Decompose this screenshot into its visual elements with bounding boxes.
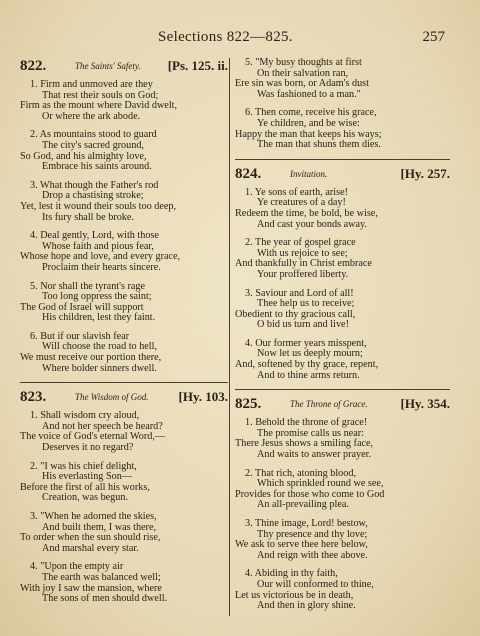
verse-line: Too long oppress the saint; xyxy=(42,291,152,303)
hymn-separator xyxy=(235,389,450,390)
verse-line: 1. Firm and unmoved are they xyxy=(30,79,153,90)
verse-line: And waits to answer prayer. xyxy=(257,449,372,461)
verse-line: With joy I saw the mansion, where xyxy=(20,582,162,594)
hymn-reference: [Hy. 103. xyxy=(178,389,228,405)
verse-line: Redeem the time, be bold, be wise, xyxy=(235,207,378,219)
verse-line: The voice of God's eternal Word,— xyxy=(20,431,166,443)
verse-line: 3. "When he adorned the skies, xyxy=(30,511,157,522)
hymn-title: Invitation. xyxy=(290,168,328,179)
verse-line: Whose faith and pious fear, xyxy=(42,240,154,252)
verse-line: 5. Nor shall the tyrant's rage xyxy=(30,280,145,292)
hymn-number: 825. xyxy=(235,396,262,413)
verse-line: Provides for those who come to God xyxy=(235,488,385,500)
verse-line: The promise calls us near: xyxy=(257,427,364,439)
hymn-heading xyxy=(235,396,450,414)
verse-line: Let us victorious be in death, xyxy=(235,589,354,601)
verse-line: 2. The year of gospel grace xyxy=(245,237,356,249)
right-column xyxy=(235,58,450,620)
verse-line: 3. Saviour and Lord of all! xyxy=(245,287,354,299)
verse-line: His everlasting Son— xyxy=(42,471,132,483)
verse-line: An all-prevailing plea. xyxy=(257,499,349,511)
hymn xyxy=(235,396,450,612)
verse-line: Will choose the road to hell, xyxy=(42,341,158,353)
verse-line: Where bolder sinners dwell. xyxy=(42,362,157,374)
verse-line: Yet, lest it wound their souls too deep, xyxy=(20,200,177,212)
stanza xyxy=(235,569,450,611)
verse-line: His children, lest they faint. xyxy=(42,312,156,324)
hymn xyxy=(235,166,450,382)
hymn-separator xyxy=(235,159,450,160)
stanza xyxy=(20,332,228,374)
verse-line: Ye children, and be wise: xyxy=(257,117,360,129)
verse-line: We ask to serve thee here below, xyxy=(235,539,368,551)
verse-line: And marshal every star. xyxy=(42,542,139,554)
verse-line: Our will conformed to thine, xyxy=(257,578,374,590)
column-divider xyxy=(229,58,230,616)
page-header xyxy=(0,29,480,49)
verse-line: 1. Behold the throne of grace! xyxy=(245,417,368,429)
verse-line: Or where the ark abode. xyxy=(42,110,141,122)
hymn-title: The Wisdom of God. xyxy=(75,392,149,403)
verse-line: And then in glory shine. xyxy=(257,600,356,612)
running-title: Selections 822—825. xyxy=(158,29,293,45)
stanza xyxy=(20,512,228,554)
verse-line: Proclaim their hearts sincere. xyxy=(42,261,161,273)
hymn-number: 823. xyxy=(20,389,47,406)
verse-line: The man that shuns them dies. xyxy=(257,139,381,151)
hymn-reference: [Hy. 257. xyxy=(400,165,450,181)
verse-line: Which sprinkled round we see, xyxy=(257,478,384,490)
hymn-title: The Throne of Grace. xyxy=(290,399,368,410)
stanza xyxy=(20,181,228,223)
hymn-heading xyxy=(235,166,450,184)
verse-line: Ye creatures of a day! xyxy=(257,197,346,209)
verse-line: And built them, I was there, xyxy=(42,521,157,533)
verse-line: 4. Our former years misspent, xyxy=(245,337,367,349)
stanza xyxy=(20,462,228,504)
verse-line: On their salvation ran, xyxy=(257,67,349,79)
verse-line: And, softened by thy grace, repent, xyxy=(235,359,379,371)
hymn-reference: [Ps. 125. ii. xyxy=(167,58,228,73)
left-column xyxy=(20,58,228,613)
verse-line: The city's sacred ground, xyxy=(42,139,144,151)
verse-line: 1. Ye sons of earth, arise! xyxy=(245,186,348,198)
verse-line: And thankfully in Christ embrace xyxy=(235,258,372,270)
verse-line: And reign with thee above. xyxy=(257,549,368,561)
stanza xyxy=(20,411,228,453)
hymn xyxy=(20,389,228,605)
verse-line: Before the first of all his works, xyxy=(20,481,150,493)
verse-line: 2. "I was his chief delight, xyxy=(30,460,137,472)
verse-line: 3. What though the Father's rod xyxy=(30,179,159,191)
verse-line: 5. "My busy thoughts at first xyxy=(245,57,362,68)
stanza xyxy=(20,231,228,273)
verse-line: Obedient to thy gracious call, xyxy=(235,308,356,320)
stanza xyxy=(235,519,450,561)
verse-line: Ere sin was born, or Adam's dust xyxy=(235,78,369,90)
hymn-separator xyxy=(20,382,228,383)
verse-line: Creation, was begun. xyxy=(42,492,129,504)
verse-line: 1. Shall wisdom cry aloud, xyxy=(30,410,140,422)
verse-line: Its fury shall be broke. xyxy=(42,211,134,223)
verse-line: To order when the sun should rise, xyxy=(20,532,161,544)
verse-line: We must receive our portion there, xyxy=(20,352,162,364)
verse-line: 2. As mountains stood to guard xyxy=(30,129,157,141)
verse-line: O bid us turn and live! xyxy=(257,319,349,331)
verse-line: The God of Israel will support xyxy=(20,301,144,313)
verse-line: 3. Thine image, Lord! bestow, xyxy=(245,518,368,529)
verse-line: So God, and his almighty love, xyxy=(20,150,147,162)
stanza xyxy=(20,282,228,324)
stanza xyxy=(235,418,450,460)
stanza xyxy=(235,238,450,280)
verse-line: Firm as the mount where David dwelt, xyxy=(20,100,178,112)
verse-line: And not her speech be heard? xyxy=(42,420,163,432)
verse-line: Now let us deeply mourn; xyxy=(257,348,363,360)
verse-line: That rest their souls on God; xyxy=(42,89,159,101)
hymn xyxy=(20,58,228,374)
stanza xyxy=(235,58,450,100)
hymn-heading xyxy=(20,389,228,407)
verse-line: Drop a chastising stroke; xyxy=(42,190,144,202)
verse-line: With us rejoice to see; xyxy=(257,247,348,259)
hymn-heading xyxy=(20,58,228,76)
verse-line: 4. "Upon the empty air xyxy=(30,561,124,573)
verse-line: Deserves it no regard? xyxy=(42,442,134,454)
stanza xyxy=(20,130,228,172)
verse-line: 4. Deal gently, Lord, with those xyxy=(30,230,159,242)
hymn xyxy=(235,58,450,151)
stanza xyxy=(20,562,228,604)
verse-line: Whose hope and love, and every grace, xyxy=(20,251,181,263)
stanza xyxy=(235,289,450,331)
verse-line: And cast your bonds away. xyxy=(257,218,367,230)
verse-line: Thee help us to receive; xyxy=(257,298,355,310)
stanza xyxy=(235,469,450,511)
verse-line: Thy presence and thy love; xyxy=(257,528,368,540)
stanza xyxy=(235,339,450,381)
verse-line: Was fashioned to a man." xyxy=(257,88,361,100)
verse-line: The sons of men should dwell. xyxy=(42,593,168,605)
verse-line: And to thine arms return. xyxy=(257,369,360,381)
hymn-title: The Saints' Safety. xyxy=(75,61,141,71)
page-number: 257 xyxy=(422,29,445,45)
verse-line: The earth was balanced well; xyxy=(42,571,161,583)
verse-line: 2. That rich, atoning blood, xyxy=(245,467,357,479)
verse-line: 4. Abiding in thy faith, xyxy=(245,568,338,580)
verse-line: There Jesus shows a smiling face, xyxy=(235,438,374,450)
hymn-number: 824. xyxy=(235,165,262,182)
stanza xyxy=(235,108,450,150)
stanza xyxy=(20,80,228,122)
verse-line: Happy the man that keeps his ways; xyxy=(235,128,382,140)
verse-line: Embrace his saints around. xyxy=(42,161,152,173)
hymn-number: 822. xyxy=(20,58,47,74)
hymn-reference: [Hy. 354. xyxy=(400,396,450,412)
stanza xyxy=(235,188,450,230)
verse-line: Your proffered liberty. xyxy=(257,268,349,280)
verse-line: 6. But if our slavish fear xyxy=(30,330,130,342)
verse-line: 6. Then come, receive his grace, xyxy=(245,107,377,119)
